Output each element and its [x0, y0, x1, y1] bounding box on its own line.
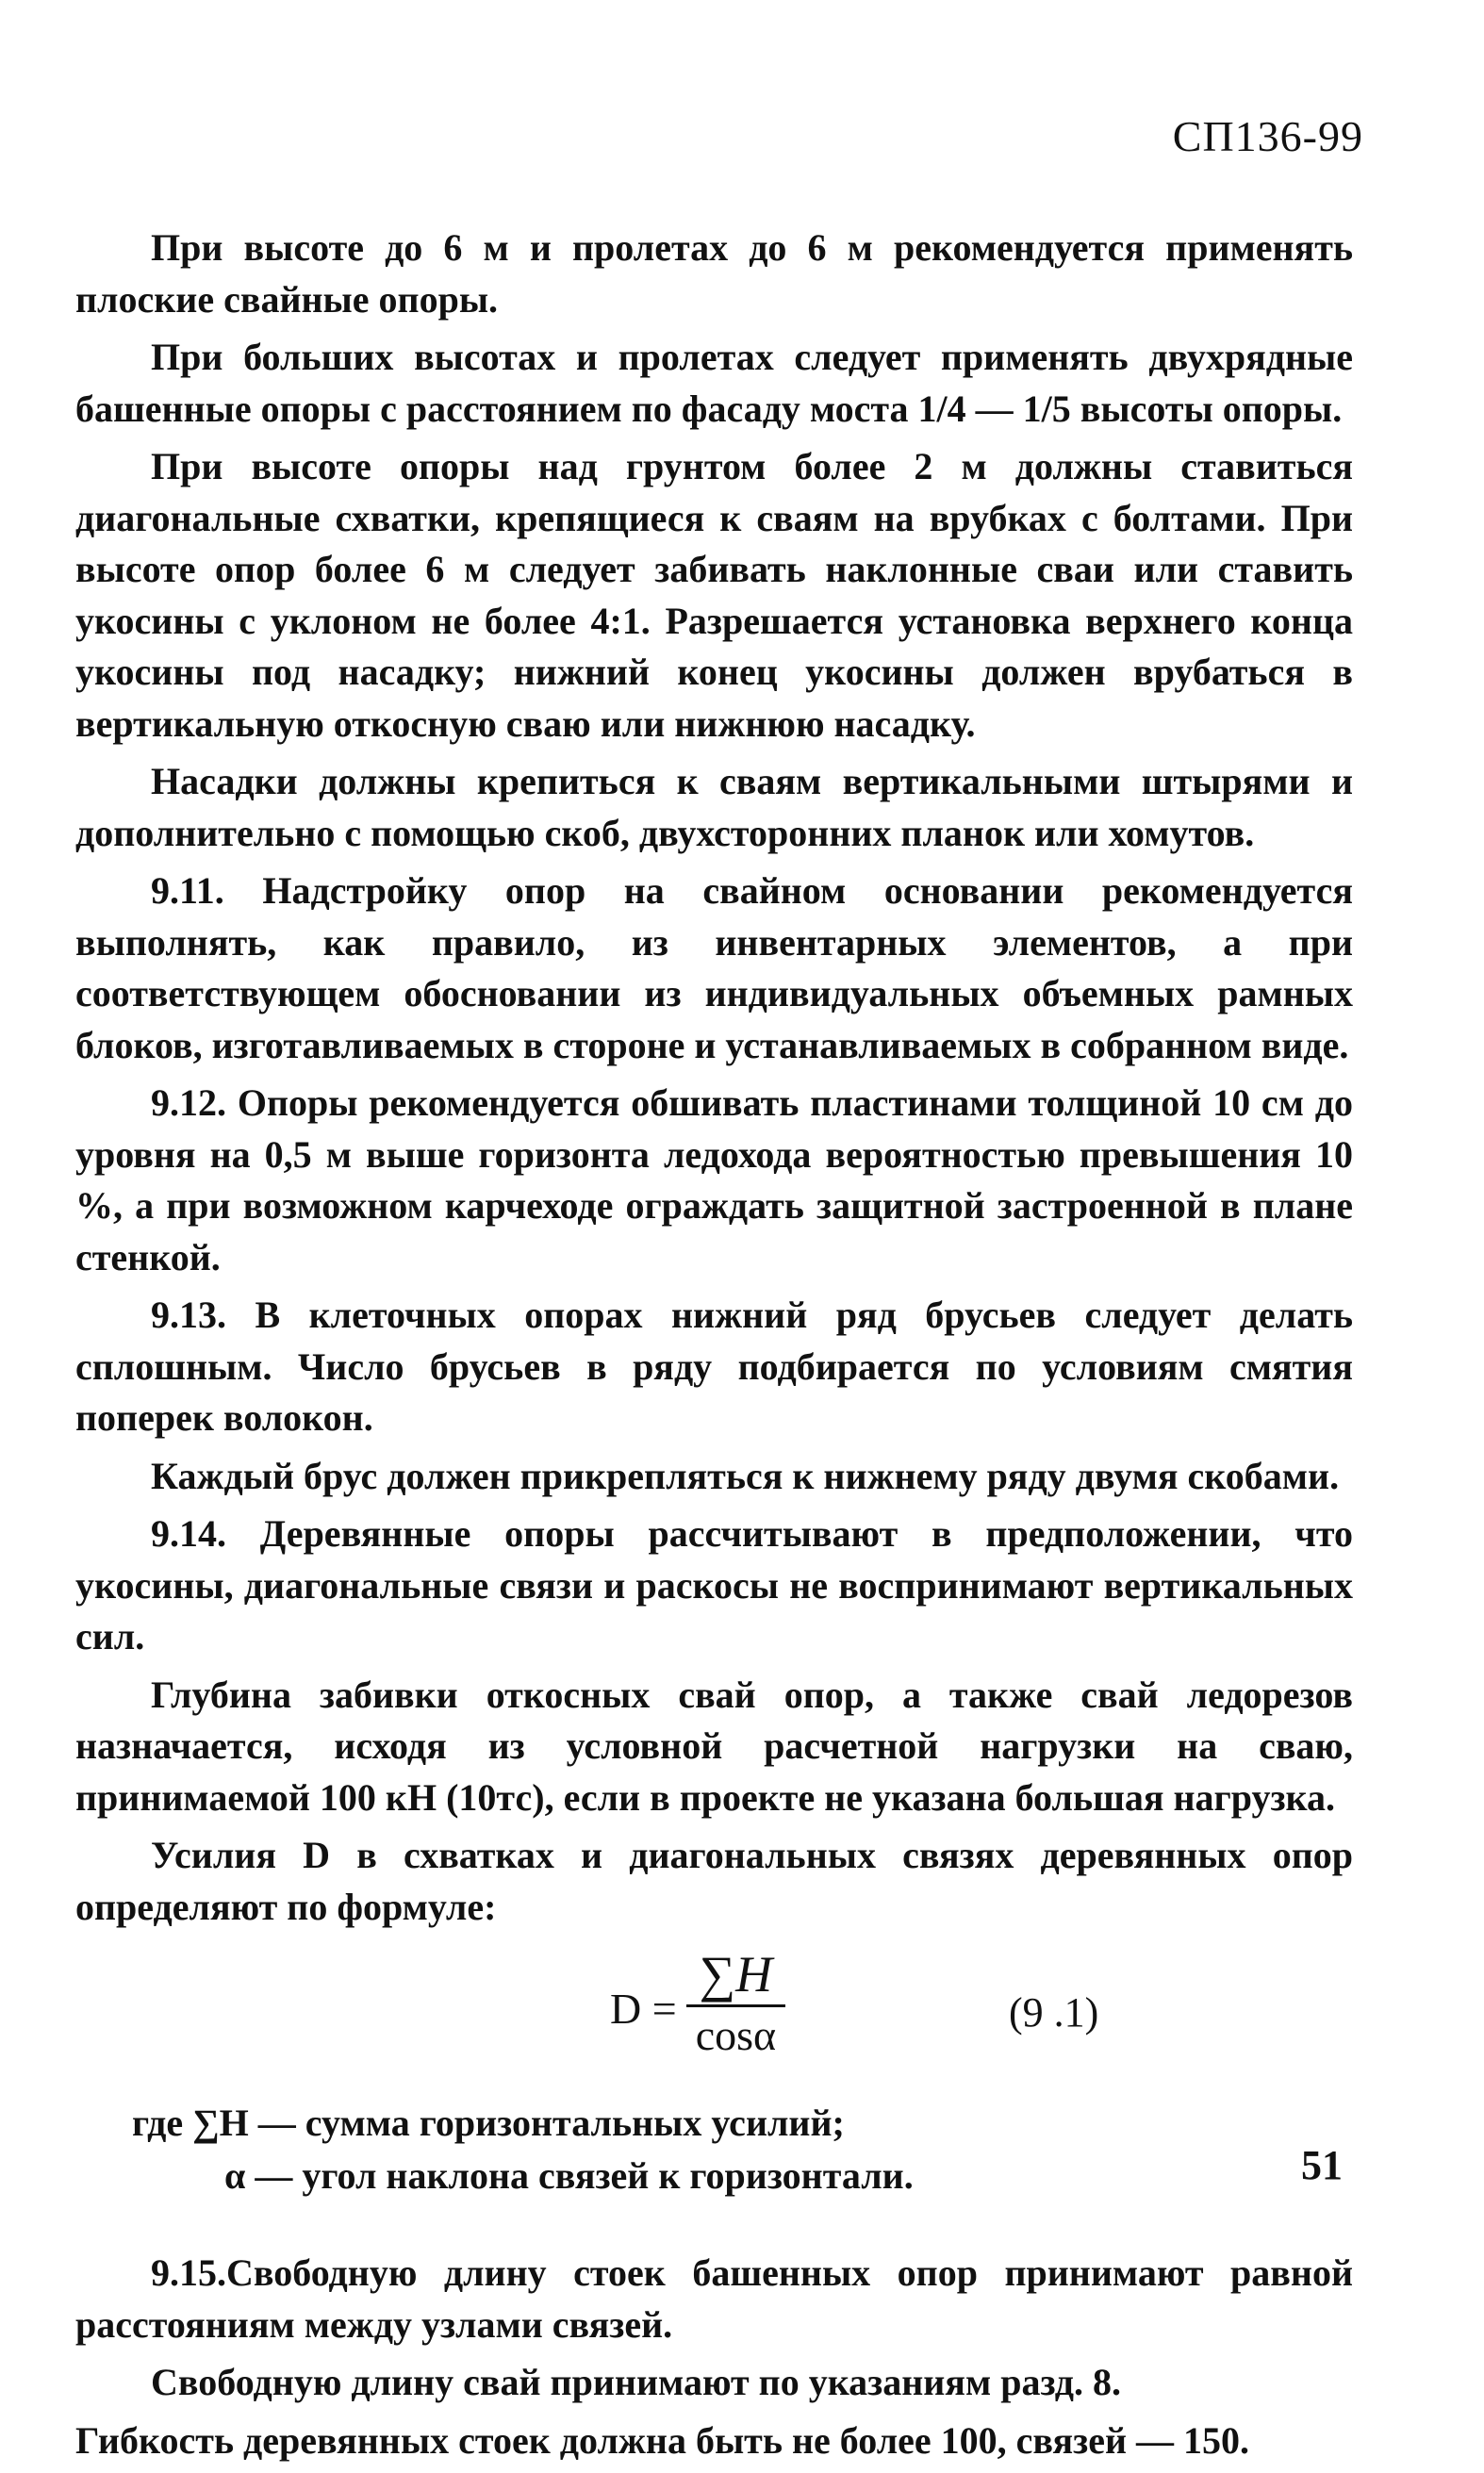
- formula: [610, 1944, 785, 2064]
- paragraphs-top: [75, 223, 1353, 1933]
- formula-9-1: [75, 1944, 1353, 2093]
- formula-numerator: ∑H: [686, 1944, 786, 2007]
- paragraph: При высоте опоры над грунтом более 2 м должны ставиться диагональные схватки, крепящиеся к сваям на врубках с болтами. При высоте опор более 6 м следует забивать наклонные сваи или ставить укосины с уклоном не более 4:1. Разрешается установка верхнего конца укосины под насадку; нижний конец укосины должен врубаться в вертикальную откосную сваю или нижнюю насадку.: [75, 445, 1353, 745]
- legend-row-alpha: α — угол наклона связей к горизонтали.: [224, 2154, 914, 2197]
- paragraph: 9.12. Опоры рекомендуется обшивать пластинами толщиной 10 см до уровня на 0,5 м выше горизонта ледохода вероятностью превышения 10 %, а при возможном карчеходе ограждать защитной застроенной в плане стенкой.: [75, 1081, 1353, 1278]
- document-code: СП136-99: [1172, 112, 1363, 160]
- paragraph: 9.14. Деревянные опоры рассчитывают в предположении, что укосины, диагональные связи и раскосы не воспринимают вертикальных сил.: [75, 1512, 1353, 1657]
- formula-denominator: cosα: [695, 2011, 777, 2059]
- paragraphs-bottom: [75, 2248, 1353, 2466]
- paragraph: Насадки должны крепиться к сваям вертикальными штырями и дополнительно с помощью скоб, двухсторонних планок или хомутов.: [75, 760, 1353, 854]
- paragraph: При больших высотах и пролетах следует применять двухрядные башенные опоры с расстоянием по фасаду моста 1/4 — 1/5 высоты опоры.: [75, 336, 1353, 430]
- spacer: [75, 2202, 1353, 2248]
- formula-number: (9 .1): [1009, 1989, 1099, 2036]
- paragraph: 9.15.Свободную длину стоек башенных опор принимают равной расстояниям между узлами связей.: [75, 2251, 1353, 2346]
- paragraph: Усилия D в схватках и диагональных связях деревянных опор определяют по формуле:: [75, 1834, 1353, 1928]
- page-number: 51: [1301, 2142, 1343, 2188]
- formula-fraction: [686, 1944, 786, 2064]
- paragraph: Свободную длину свай принимают по указаниям разд. 8.: [151, 2361, 1122, 2403]
- formula-legend: [75, 2097, 1353, 2202]
- paragraph: 9.13. В клеточных опорах нижний ряд брусьев следует делать сплошным. Число брусьев в ряду подбирается по условиям смятия поперек волокон.: [75, 1294, 1353, 1439]
- paragraph: Каждый брус должен прикрепляться к нижнему ряду двумя скобами.: [151, 1454, 1340, 1497]
- paragraph: Гибкость деревянных стоек должна быть не более 100, связей — 150.: [75, 2418, 1250, 2462]
- paragraph: Глубина забивки откосных свай опор, а также свай ледорезов назначается, исходя из условной расчетной нагрузки на сваю, принимаемой 100 кН (10тс), если в проекте не указана большая нагрузка.: [75, 1673, 1353, 1819]
- legend-row-sum: где ∑H — сумма горизонтальных усилий;: [132, 2102, 845, 2144]
- body-text: [75, 223, 1353, 2473]
- formula-lhs: D =: [610, 1985, 677, 2034]
- paragraph: При высоте до 6 м и пролетах до 6 м рекомендуется применять плоские свайные опоры.: [75, 226, 1353, 321]
- paragraph: 9.11. Надстройку опор на свайном основании рекомендуется выполнять, как правило, из инвентарных элементов, а при соответствующем обосновании из индивидуальных объемных рамных блоков, изготавливаемых в стороне и устанавливаемых в собранном виде.: [75, 869, 1353, 1066]
